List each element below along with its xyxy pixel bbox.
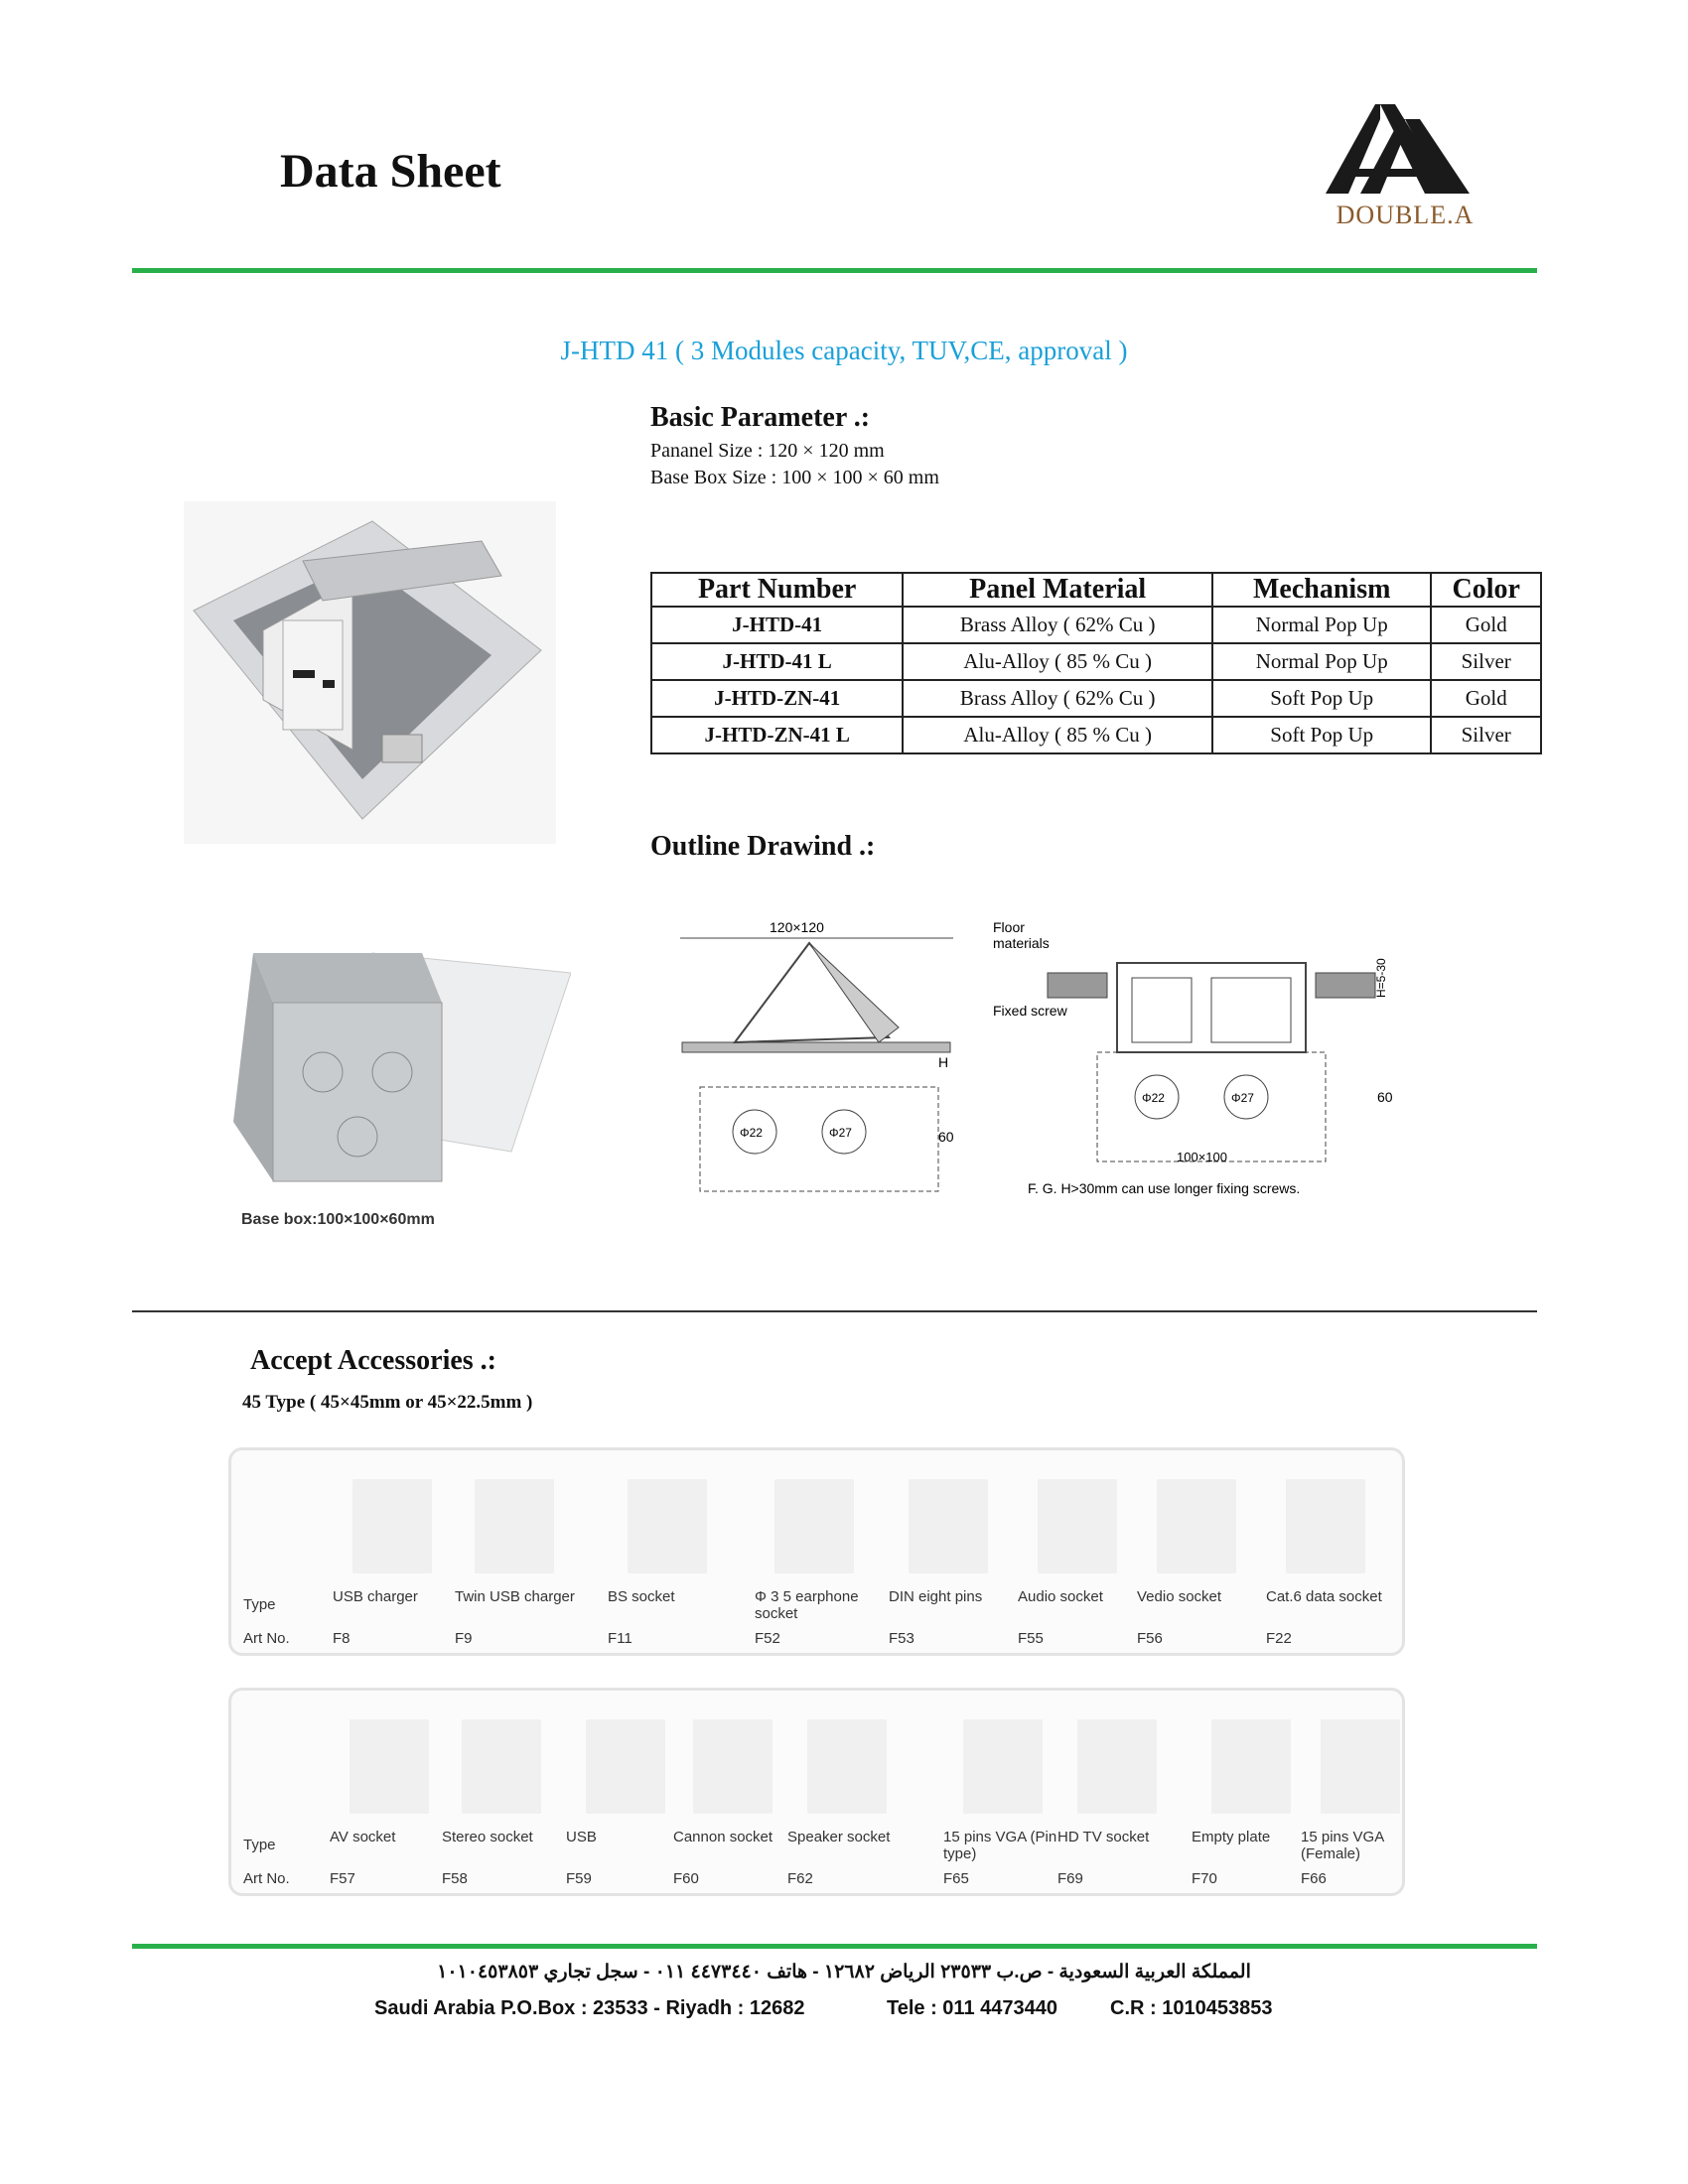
accessory-art: F70	[1192, 1870, 1217, 1887]
floor-label: Floor	[993, 919, 1025, 935]
hole-27: Φ27	[829, 1126, 852, 1140]
accessory-image	[1157, 1479, 1236, 1573]
accessory-image	[909, 1479, 988, 1573]
cell: Alu-Alloy ( 85 % Cu )	[903, 717, 1212, 753]
outline-heading: Outline Drawind .:	[650, 831, 876, 862]
page-title: Data Sheet	[280, 145, 501, 198]
accessory-art: F58	[442, 1870, 468, 1887]
footer-tele: Tele : 011 4473440	[887, 1997, 1057, 2019]
dim-h: H	[938, 1054, 949, 1070]
accessory-image	[1211, 1719, 1291, 1814]
base-box-caption: Base box:100×100×60mm	[241, 1211, 435, 1228]
accessory-art: F9	[455, 1630, 473, 1647]
table-header-row	[651, 573, 1541, 607]
accessory-art: F65	[943, 1870, 969, 1887]
accessory-image	[774, 1479, 854, 1573]
accessory-type: Empty plate	[1192, 1829, 1271, 1845]
accessories-subheading: 45 Type ( 45×45mm or 45×22.5mm )	[242, 1392, 533, 1413]
accessories-heading: Accept Accessories .:	[250, 1345, 497, 1376]
hole-22b: Φ22	[1142, 1091, 1165, 1105]
accessory-type: Cat.6 data socket	[1266, 1588, 1382, 1605]
table-row	[651, 680, 1541, 717]
accessory-art: F52	[755, 1630, 780, 1647]
art-label: Art No.	[243, 1630, 290, 1647]
accessory-type: USB charger	[333, 1588, 418, 1605]
cell: Brass Alloy ( 62% Cu )	[903, 607, 1212, 643]
table-row	[651, 607, 1541, 643]
col-part-number: Part Number	[651, 573, 903, 607]
accessory-image	[1038, 1479, 1117, 1573]
accessory-image	[807, 1719, 887, 1814]
accessory-image	[693, 1719, 773, 1814]
cell: J-HTD-41 L	[651, 643, 903, 680]
dim-h530: H=5-30	[1374, 958, 1388, 998]
footer-divider	[132, 1944, 1537, 1949]
accessory-type: Φ 3 5 earphone socket	[755, 1588, 859, 1622]
cell: Alu-Alloy ( 85 % Cu )	[903, 643, 1212, 680]
cell: Silver	[1431, 643, 1541, 680]
accessory-type: Cannon socket	[673, 1829, 774, 1845]
cell: Gold	[1431, 607, 1541, 643]
accessory-art: F69	[1057, 1870, 1083, 1887]
col-color: Color	[1431, 573, 1541, 607]
accessory-art: F56	[1137, 1630, 1163, 1647]
basic-parameter-heading: Basic Parameter .:	[650, 402, 871, 433]
outline-drawing-side	[670, 918, 968, 1201]
cell: Soft Pop Up	[1212, 717, 1431, 753]
footer-address: Saudi Arabia P.O.Box : 23533 - Riyadh : 12682	[374, 1997, 805, 2019]
screw-label: Fixed screw	[993, 1003, 1067, 1019]
accessory-image	[628, 1479, 707, 1573]
accessory-art: F55	[1018, 1630, 1044, 1647]
accessory-art: F8	[333, 1630, 351, 1647]
accessory-image	[586, 1719, 665, 1814]
materials-label: materials	[993, 935, 1050, 951]
accessory-image	[1077, 1719, 1157, 1814]
accessory-type: Vedio socket	[1137, 1588, 1222, 1605]
table-row	[651, 717, 1541, 753]
dim-120: 120×120	[770, 919, 824, 935]
accessory-image	[1321, 1719, 1400, 1814]
accessory-art: F53	[889, 1630, 914, 1647]
cell: Gold	[1431, 680, 1541, 717]
accessory-type: 15 pins VGA (Pin type)	[943, 1829, 1057, 1862]
logo-text: DOUBLE.A	[1336, 201, 1475, 229]
accessory-type: Stereo socket	[442, 1829, 533, 1845]
header-divider	[132, 268, 1537, 273]
accessory-image	[1286, 1479, 1365, 1573]
dim-100: 100×100	[1177, 1150, 1227, 1164]
base-box-size: Base Box Size : 100 × 100 × 60 mm	[650, 467, 939, 488]
accessory-image	[350, 1719, 429, 1814]
accessory-image	[352, 1479, 432, 1573]
col-mechanism: Mechanism	[1212, 573, 1431, 607]
section-divider	[132, 1310, 1537, 1312]
accessory-image	[462, 1719, 541, 1814]
type-label: Type	[243, 1837, 276, 1853]
accessory-type: Twin USB charger	[455, 1588, 575, 1605]
product-subtitle: J-HTD 41 ( 3 Modules capacity, TUV,CE, approval )	[560, 336, 1128, 365]
accessory-type: DIN eight pins	[889, 1588, 983, 1605]
drawing-note: F. G. H>30mm can use longer fixing screws.	[1028, 1180, 1301, 1196]
accessory-type: 15 pins VGA (Female)	[1301, 1829, 1384, 1862]
accessory-art: F66	[1301, 1870, 1327, 1887]
outline-drawing-front	[988, 918, 1400, 1206]
cell: J-HTD-ZN-41 L	[651, 717, 903, 753]
accessory-type: HD TV socket	[1057, 1829, 1150, 1845]
accessory-type: Audio socket	[1018, 1588, 1103, 1605]
hole-27b: Φ27	[1231, 1091, 1254, 1105]
type-label: Type	[243, 1596, 276, 1613]
art-label: Art No.	[243, 1870, 290, 1887]
hole-22: Φ22	[740, 1126, 763, 1140]
accessory-art: F62	[787, 1870, 813, 1887]
base-box-photo	[213, 923, 571, 1211]
cell: J-HTD-41	[651, 607, 903, 643]
parts-table	[650, 572, 1542, 754]
accessory-art: F59	[566, 1870, 592, 1887]
cell: J-HTD-ZN-41	[651, 680, 903, 717]
dim-60c: 60	[1377, 1089, 1393, 1105]
accessory-art: F11	[608, 1630, 633, 1647]
accessory-type: AV socket	[330, 1829, 396, 1845]
cell: Silver	[1431, 717, 1541, 753]
cell: Normal Pop Up	[1212, 607, 1431, 643]
floor-box-photo	[184, 501, 556, 844]
panel-size: Pananel Size : 120 × 120 mm	[650, 440, 885, 462]
accessory-type: USB	[566, 1829, 597, 1845]
accessory-art: F57	[330, 1870, 355, 1887]
footer-cr: C.R : 1010453853	[1110, 1997, 1273, 2019]
accessory-art: F22	[1266, 1630, 1292, 1647]
accessory-image	[963, 1719, 1043, 1814]
accessory-image	[475, 1479, 554, 1573]
accessory-type: BS socket	[608, 1588, 675, 1605]
col-panel-material: Panel Material	[903, 573, 1212, 607]
cell: Normal Pop Up	[1212, 643, 1431, 680]
footer-arabic: المملكة العربية السعودية - ص.ب ٢٣٥٣٣ الرياض ١٢٦٨٢ - هاتف ٤٤٧٣٤٤٠ ٠١١ - سجل تجاري ١٠١٠٤٥٣٨٥٣	[437, 1962, 1251, 1982]
cell: Brass Alloy ( 62% Cu )	[903, 680, 1212, 717]
dim-60: 60	[938, 1129, 954, 1145]
cell: Soft Pop Up	[1212, 680, 1431, 717]
table-row	[651, 643, 1541, 680]
accessory-type: Speaker socket	[787, 1829, 891, 1845]
accessory-art: F60	[673, 1870, 699, 1887]
